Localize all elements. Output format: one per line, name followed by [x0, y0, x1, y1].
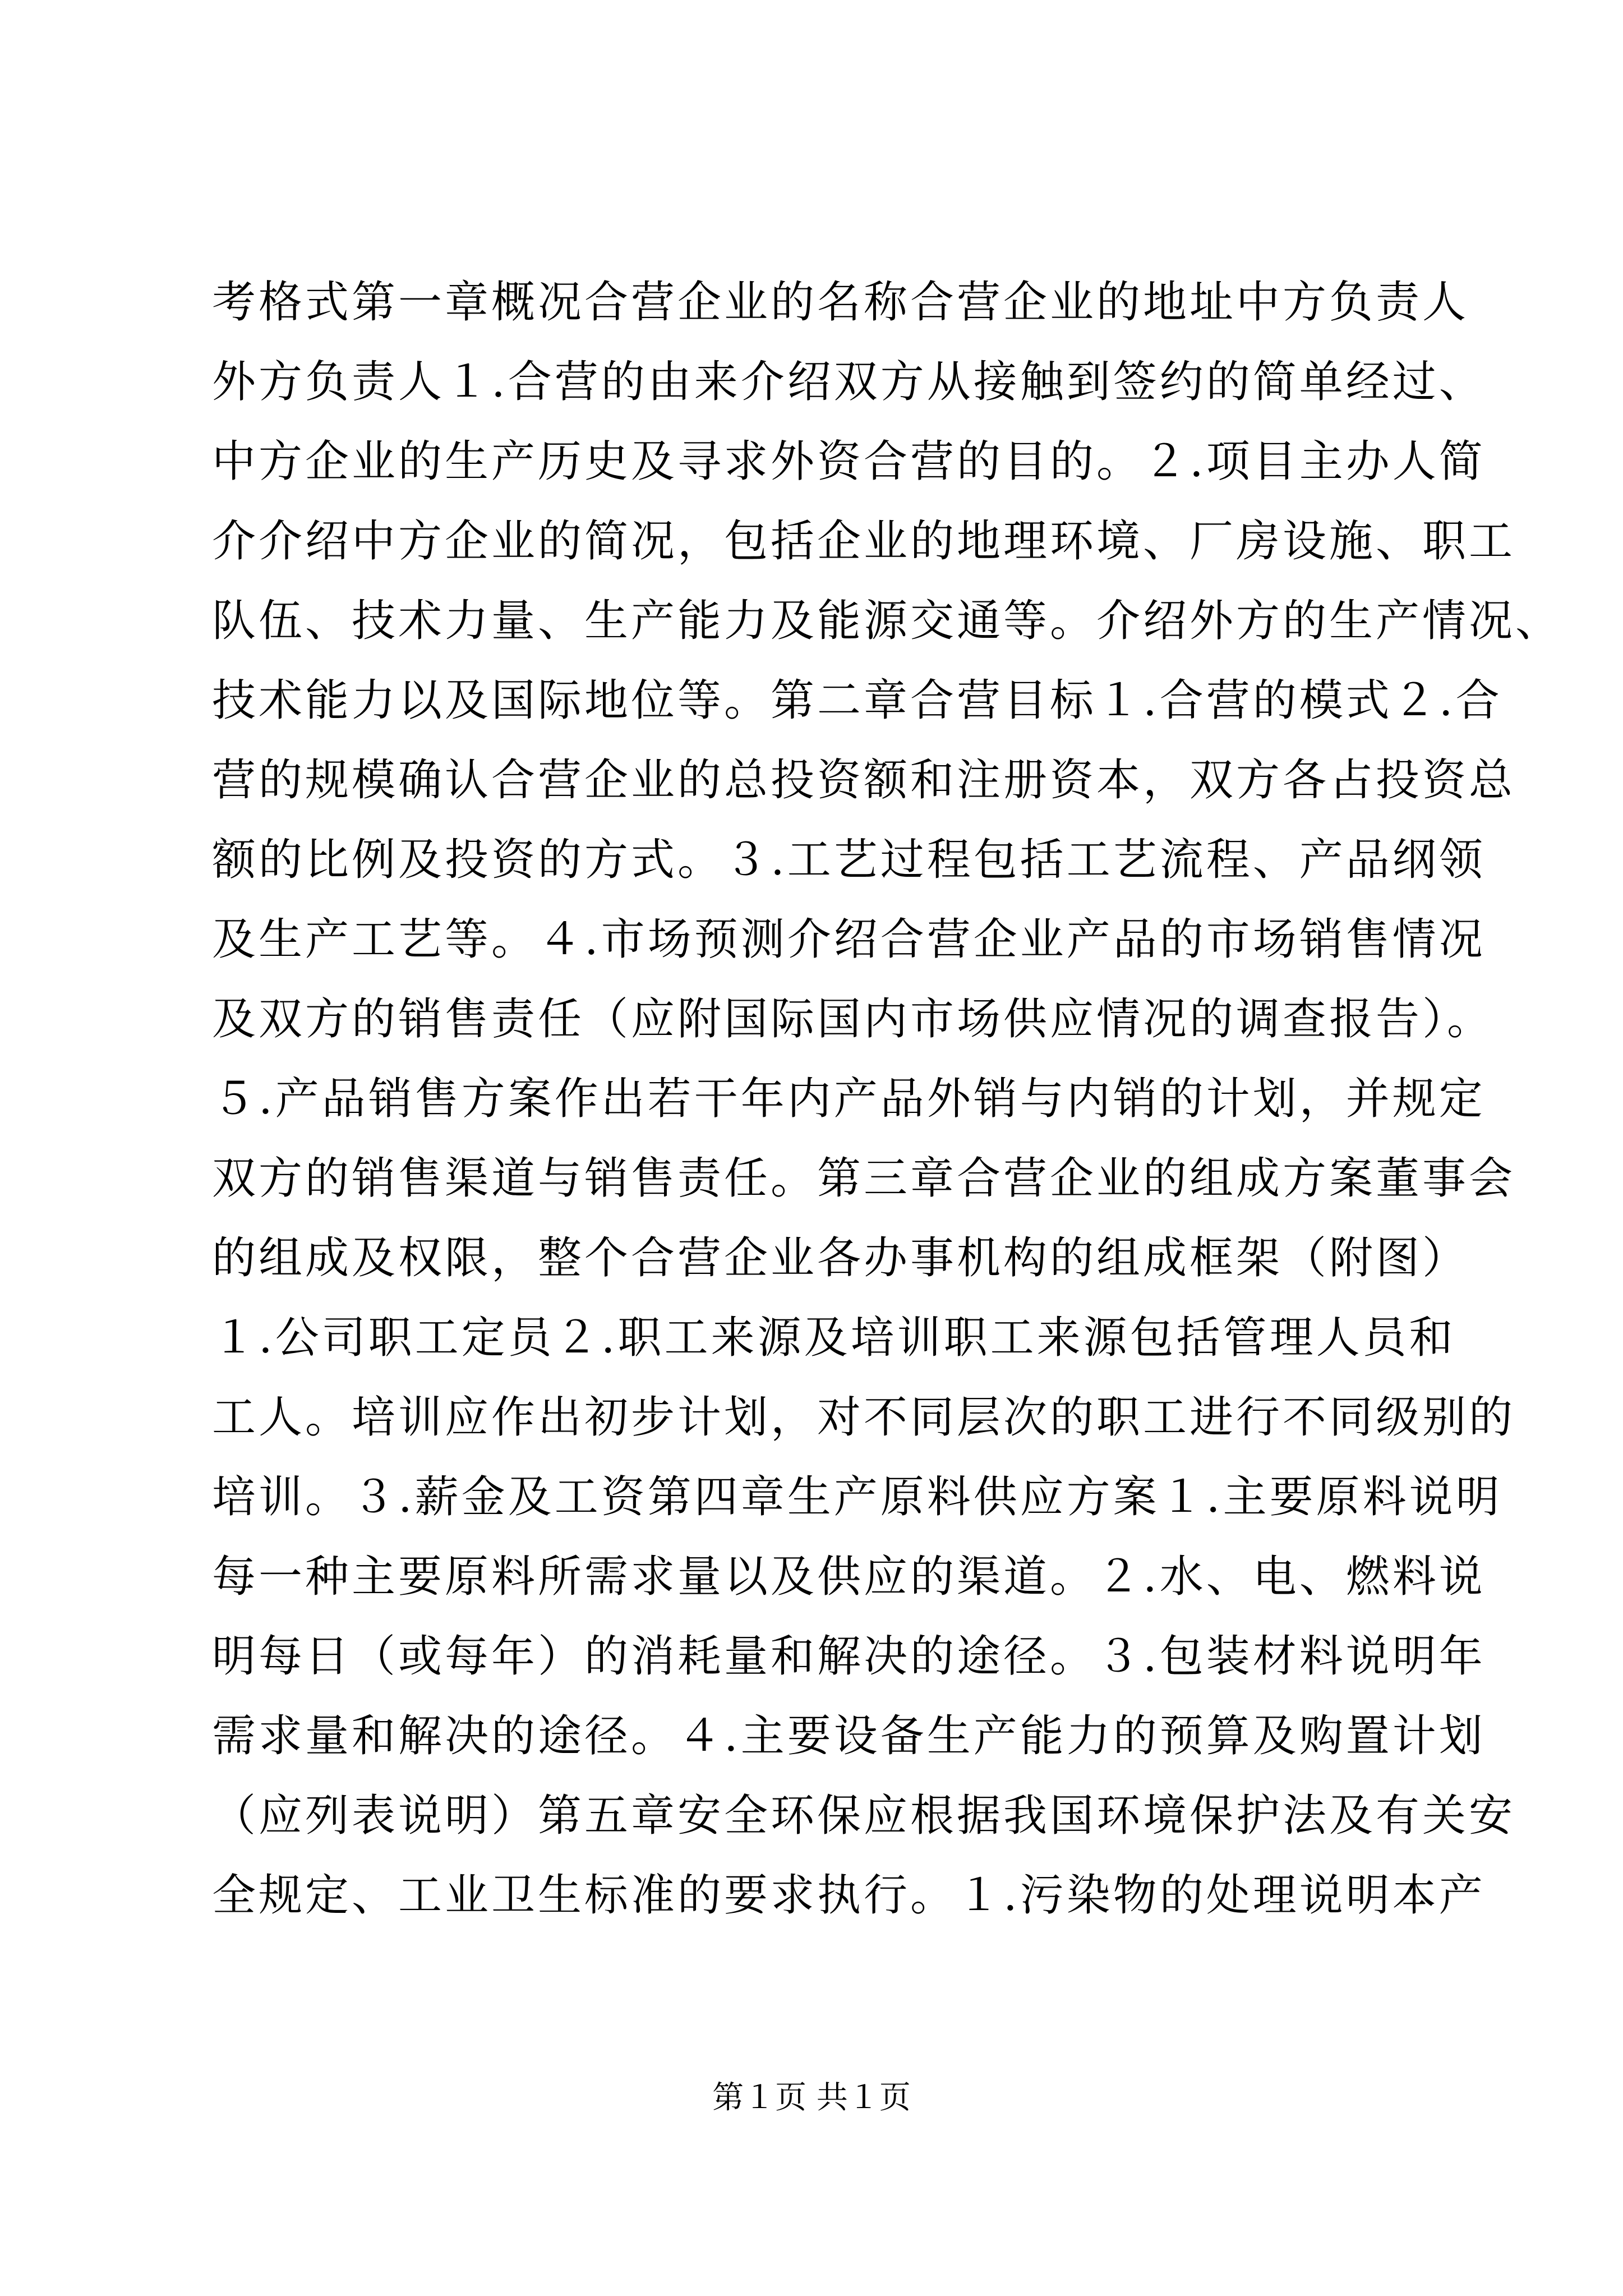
body-line: 外方负责人１.合营的由来介绍双方从接触到签约的简单经过、: [212, 357, 1486, 407]
body-line: 营的规模确认合营企业的总投资额和注册资本，双方各占投资总: [212, 755, 1516, 806]
body-line: 工人。培训应作出初步计划，对不同层次的职工进行不同级别的: [212, 1392, 1516, 1443]
body-line: 及双方的销售责任（应附国际国内市场供应情况的调查报告）。: [212, 994, 1494, 1045]
body-line: 需求量和解决的途径。４.主要设备生产能力的预算及购置计划: [212, 1711, 1486, 1761]
body-line: 考格式第一章概况合营企业的名称合营企业的地址中方负责人: [212, 277, 1469, 328]
body-line: 双方的销售渠道与销售责任。第三章合营企业的组成方案董事会: [212, 1153, 1516, 1204]
body-line: 中方企业的生产历史及寻求外资合营的目的。２.项目主办人简: [212, 436, 1486, 487]
body-line: ５.产品销售方案作出若干年内产品外销与内销的计划，并规定: [212, 1074, 1486, 1124]
body-line: 每一种主要原料所需求量以及供应的渠道。２.水、电、燃料说: [212, 1552, 1486, 1602]
body-line: 额的比例及投资的方式。３.工艺过程包括工艺流程、产品纲领: [212, 835, 1486, 885]
body-line: 的组成及权限，整个合营企业各办事机构的组成框架（附图）: [212, 1233, 1469, 1283]
page-number-footer: 第１页 共１页: [712, 2079, 911, 2116]
body-line: 技术能力以及国际地位等。第二章合营目标１.合营的模式２.合: [212, 675, 1502, 726]
body-line: 全规定、工业卫生标准的要求执行。１.污染物的处理说明本产: [212, 1870, 1486, 1921]
body-line: 队伍、技术力量、生产能力及能源交通等。介绍外方的生产情况、: [212, 596, 1562, 646]
body-line: 及生产工艺等。４.市场预测介绍合营企业产品的市场销售情况: [212, 914, 1486, 965]
body-line: 培训。３.薪金及工资第四章生产原料供应方案１.主要原料说明: [212, 1472, 1502, 1522]
body-line: 明每日（或每年）的消耗量和解决的途径。３.包装材料说明年: [212, 1631, 1486, 1682]
body-line: １.公司职工定员２.职工来源及培训职工来源包括管理人员和: [212, 1313, 1456, 1363]
body-line: （应列表说明）第五章安全环保应根据我国环境保护法及有关安: [212, 1791, 1516, 1841]
document-body: [212, 263, 1562, 1935]
body-line: 介介绍中方企业的简况，包括企业的地理环境、厂房设施、职工: [212, 516, 1516, 567]
